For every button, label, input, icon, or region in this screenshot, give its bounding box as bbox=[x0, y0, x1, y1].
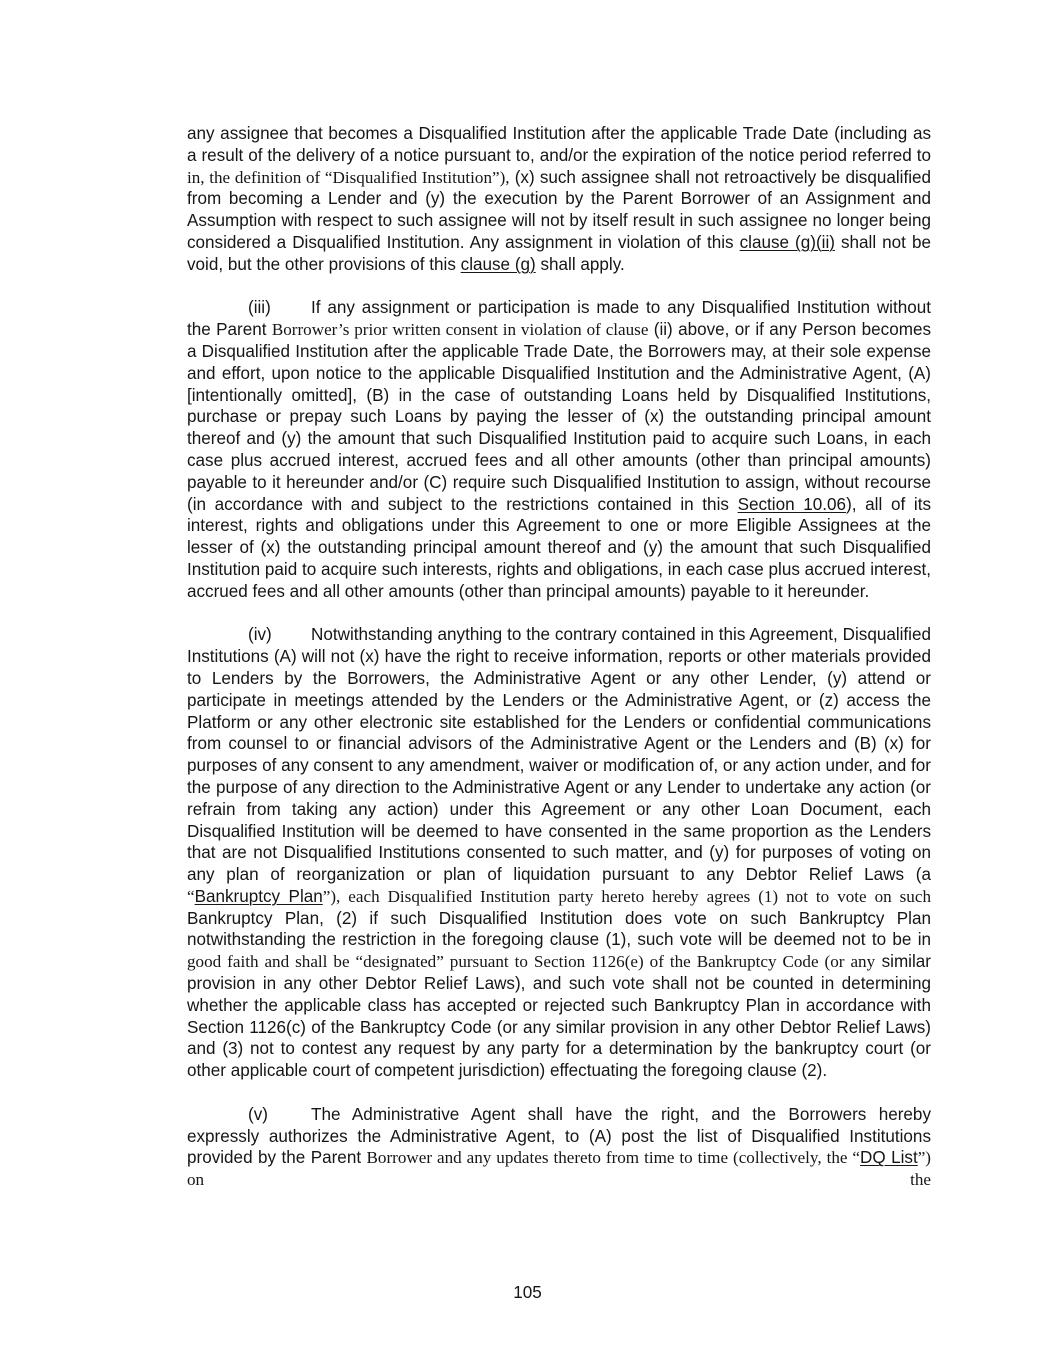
defined-term-bankruptcy-plan: Bankruptcy Plan bbox=[194, 886, 323, 906]
text-run: shall not be void, but the other provisions of this bbox=[187, 232, 931, 274]
paragraph-clause-iv bbox=[187, 624, 931, 1082]
text-run: If any assignment or participation is made to any Disqualified Institution without the Parent bbox=[187, 298, 931, 340]
text-run: similar provision in any other Debtor Relief Laws), and such vote shall not be counted in determining whether the applicable class has accepted or rejected such Bankruptcy Plan in accordance with Section 1126(c) of the Bankruptcy Code (or any similar provision in any other Debtor Relief Laws) and (3) not to contest any request by any party for a determination by the bankruptcy court (or other applicable court of competent jurisdiction) effectuating the foregoing clause (2). bbox=[187, 952, 931, 1081]
page-number: 105 bbox=[513, 1283, 542, 1302]
page-body bbox=[187, 123, 931, 1213]
text-run: (x) such assignee shall not retroactively be disqualified from becoming a Lender and (y) the execution by the Parent Borrower of an Assignment and Assumption with respect to such assignee will not by itself result in such assignee no longer being considered a Disqualified Institution. Any assignment in violation of this bbox=[187, 167, 931, 252]
text-run: Bankruptcy Plan, (2) if such Disqualified Institution does vote on such Bankruptcy Plan notwithstanding the restriction in the foregoing clause (1), such vote will be deemed not to be in bbox=[187, 908, 931, 950]
cross-reference-clause-g-ii: clause (g)(ii) bbox=[739, 232, 835, 252]
clause-label: (v) bbox=[248, 1104, 268, 1124]
text-run: Borrower and any updates thereto from time to time (collectively, the “ bbox=[366, 1148, 861, 1168]
paragraph-clause-g-ii-continued bbox=[187, 123, 931, 276]
paragraph-clause-v bbox=[187, 1104, 931, 1191]
text-run: “ bbox=[187, 886, 195, 906]
text-run: (ii) above, or if any Person becomes a Disqualified Institution after the applicable Trade Date, the Borrowers may, at their sole expense and effort, upon notice to the applicable Disqualified Institution and the Administrative Agent, (A) [intentionally omitted], (B) in the case of outstanding Loans held by Disqualified Institutions, purchase or prepay such Loans by paying the lesser of (x) the outstanding principal amount thereof and (y) the amount that such Disqualified Institution paid to acquire such Loans, in each case plus accrued interest, accrued fees and all other amounts (other than principal amounts) payable to it hereunder and/or (C) require such Disqualified Institution to assign, without recourse (in accordance with and subject to the restrictions contained in this bbox=[187, 320, 932, 514]
text-run: good faith and shall be “designated” pursuant to Section 1126(e) of the Bankruptcy Code (or any bbox=[187, 952, 876, 972]
text-run: The Administrative Agent shall have the right, and the Borrowers hereby expressly authorizes the Administrative Agent, to (A) post the list of Disqualified Institutions provided by the Parent bbox=[187, 1104, 931, 1168]
paragraph-clause-iii bbox=[187, 297, 931, 602]
text-run: in, the definition of “Disqualified Institution”), bbox=[187, 167, 510, 187]
text-run: any assignee that becomes a Disqualified Institution after the applicable Trade Date (including as a result of the delivery of a notice pursuant to, and/or the expiration of the notice period referred to bbox=[187, 124, 931, 165]
text-run: ), all of its interest, rights and obligations under this Agreement to one or more Eligible Assignees at the lesser of (x) the outstanding principal amount thereof and (y) the amount that such Disqualified Institution paid to acquire such interests, rights and obligations, in each case plus accrued interest, accrued fees and all other amounts (other than principal amounts) payable to it hereunder. bbox=[187, 494, 932, 601]
text-run: Borrower’s prior written consent in violation of clause bbox=[271, 320, 649, 340]
text-run: ”), each Disqualified Institution party hereto hereby agrees (1) not to vote on such bbox=[322, 886, 931, 906]
defined-term-dq-list: DQ List bbox=[860, 1148, 918, 1168]
text-run: shall apply. bbox=[535, 254, 625, 274]
clause-label: (iv) bbox=[248, 625, 272, 645]
text-run: ”) on the bbox=[187, 1148, 931, 1190]
cross-reference-section-10-06: Section 10.06 bbox=[737, 494, 847, 514]
clause-label: (iii) bbox=[248, 298, 271, 318]
text-run: Notwithstanding anything to the contrary contained in this Agreement, Disqualified Institutions (A) will not (x) have the right to receive information, reports or other materials provided to Lenders by the Borrowers, the Administrative Agent or any other Lender, (y) attend or participate in meetings attended by the Lenders or the Administrative Agent, or (z) access the Platform or any other electronic site established for the Lenders or confidential communications from counsel to or financial advisors of the Administrative Agent or the Lenders and (B) (x) for purposes of any consent to any amendment, waiver or modification of, or any action under, and for the purpose of any direction to the Administrative Agent or any Lender to undertake any action (or refrain from taking any action) under this Agreement or any other Loan Document, each Disqualified Institution will be deemed to have consented in the same proportion as the Lenders that are not Disqualified Institutions consented to such matter, and (y) for purposes of voting on any plan of reorganization or plan of liquidation pursuant to any Debtor Relief Laws (a bbox=[187, 625, 932, 885]
cross-reference-clause-g: clause (g) bbox=[460, 254, 536, 274]
